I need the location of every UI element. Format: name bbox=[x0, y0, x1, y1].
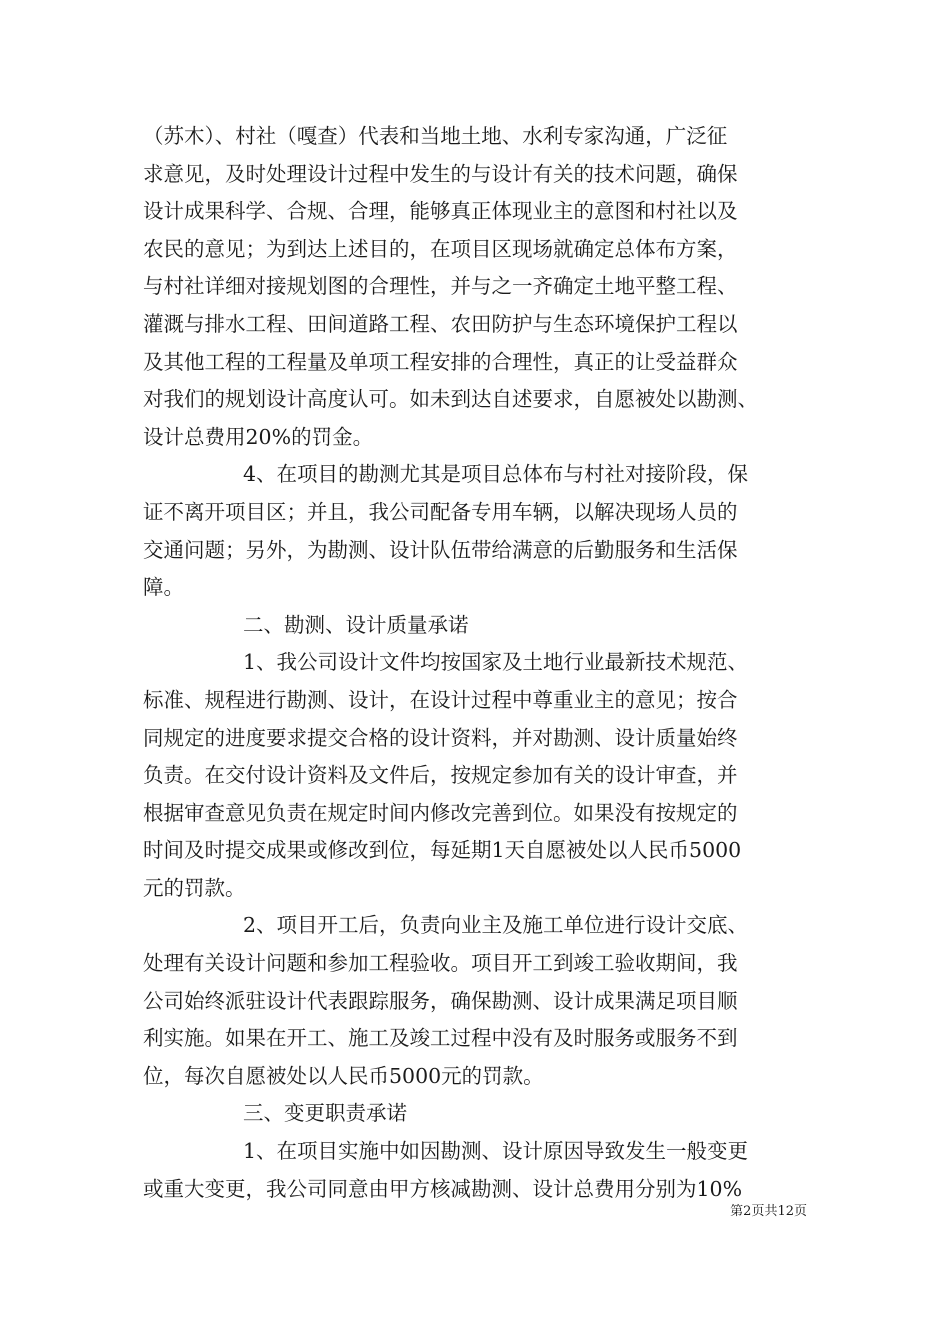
text-line: （苏木）、村社（嘎查）代表和当地土地、水利专家沟通，广泛征 bbox=[143, 124, 728, 148]
section-heading: 三、变更职责承诺 bbox=[243, 1101, 407, 1126]
text-line: 灌溉与排水工程、田间道路工程、农田防护与生态环境保护工程以 bbox=[143, 311, 738, 336]
text-line: 证不离开项目区；并且，我公司配备专用车辆，以解决现场人员的 bbox=[143, 499, 738, 524]
text-line: 求意见，及时处理设计过程中发生的与设计有关的技术问题，确保 bbox=[143, 161, 738, 186]
text-line: 同规定的进度要求提交合格的设计资料，并对勘测、设计质量始终 bbox=[143, 725, 738, 750]
section-heading: 二、勘测、设计质量承诺 bbox=[243, 612, 469, 637]
paragraph-start-line: 2、项目开工后，负责向业主及施工单位进行设计交底、 bbox=[243, 913, 749, 938]
text-line: 负责。在交付设计资料及文件后，按规定参加有关的设计审查，并 bbox=[143, 763, 738, 788]
text-line: 交通问题；另外，为勘测、设计队伍带给满意的后勤服务和生活保 bbox=[143, 537, 738, 562]
paragraph-start-line: 4、在项目的勘测尤其是项目总体布与村社对接阶段，保 bbox=[243, 462, 749, 487]
text-line: 处理有关设计问题和参加工程验收。项目开工到竣工验收期间，我 bbox=[143, 951, 738, 976]
text-line: 或重大变更，我公司同意由甲方核减勘测、设计总费用分别为10% bbox=[143, 1176, 743, 1201]
text-line: 设计成果科学、合规、合理，能够真正体现业主的意图和村社以及 bbox=[143, 199, 738, 224]
body-text bbox=[143, 118, 808, 1208]
text-line: 标准、规程进行勘测、设计，在设计过程中尊重业主的意见；按合 bbox=[143, 687, 738, 712]
text-line: 设计总费用20%的罚金。 bbox=[143, 424, 374, 449]
text-line: 与村社详细对接规划图的合理性，并与之一齐确定土地平整工程、 bbox=[143, 274, 738, 299]
text-line: 农民的意见；为到达上述目的，在项目区现场就确定总体布方案， bbox=[143, 236, 738, 261]
paragraph-start-line: 1、在项目实施中如因勘测、设计原因导致发生一般变更 bbox=[243, 1139, 749, 1164]
text-line: 位，每次自愿被处以人民币5000元的罚款。 bbox=[143, 1063, 544, 1088]
text-line: 公司始终派驻设计代表跟踪服务，确保勘测、设计成果满足项目顺 bbox=[143, 988, 738, 1013]
text-line: 利实施。如果在开工、施工及竣工过程中没有及时服务或服务不到 bbox=[143, 1026, 738, 1051]
paragraph-start-line: 1、我公司设计文件均按国家及土地行业最新技术规范、 bbox=[243, 650, 749, 675]
text-line: 根据审查意见负责在规定时间内修改完善到位。如果没有按规定的 bbox=[143, 800, 738, 825]
text-line: 及其他工程的工程量及单项工程安排的合理性，真正的让受益群众 bbox=[143, 349, 738, 374]
text-line: 元的罚款。 bbox=[143, 875, 246, 900]
text-line: 障。 bbox=[143, 575, 184, 600]
text-line: 对我们的规划设计高度认可。如未到达自述要求，自愿被处以勘测、 bbox=[143, 387, 758, 412]
page-number-footer: 第2页共12页 bbox=[730, 1204, 807, 1219]
text-line: 时间及时提交成果或修改到位，每延期1天自愿被处以人民币5000 bbox=[143, 838, 742, 863]
